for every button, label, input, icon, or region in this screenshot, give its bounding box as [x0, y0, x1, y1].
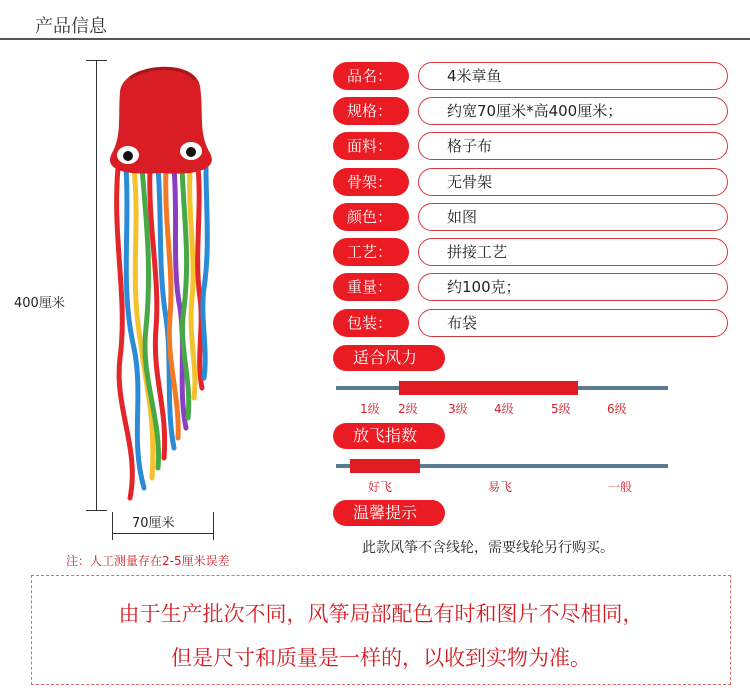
spec-value-size: 约宽70厘米*高400厘米；: [418, 97, 728, 125]
wind-level-1: 1级: [360, 402, 380, 416]
spec-value-frame: 无骨架: [418, 168, 728, 196]
fly-index-simple: 易飞: [488, 480, 513, 494]
tips-text: 此款风筝不含线轮，需要线轮另行购买。: [362, 540, 614, 556]
wind-level-6: 6级: [607, 402, 627, 416]
header-divider: [0, 38, 750, 40]
disclaimer-line-2: 但是尺寸和质量是一样的，以收到实物为准。: [171, 646, 591, 670]
width-dimension-line: [112, 533, 214, 534]
wind-level-3: 3级: [448, 402, 468, 416]
spec-label-package: 包装：: [333, 309, 409, 337]
kite-image: [100, 58, 230, 508]
width-right-tick: [213, 512, 214, 540]
wind-section-title: 适合风力: [333, 345, 445, 371]
fly-index-normal: 一般: [608, 480, 633, 494]
tips-section-title: 温馨提示: [333, 500, 445, 526]
measurement-note: 注：人工测量存在2-5厘米误差: [66, 554, 230, 568]
wind-level-2: 2级: [398, 402, 418, 416]
spec-label-weight: 重量：: [333, 273, 409, 301]
spec-value-craft: 拼接工艺: [418, 238, 728, 266]
wind-level-5: 5级: [551, 402, 571, 416]
spec-value-name: 4米章鱼: [418, 62, 728, 90]
height-top-tick: [86, 60, 107, 61]
spec-label-name: 品名：: [333, 62, 409, 90]
spec-label-craft: 工艺：: [333, 238, 409, 266]
height-dimension-line: [96, 60, 97, 510]
spec-label-fabric: 面料：: [333, 132, 409, 160]
disclaimer-box: [31, 575, 731, 685]
height-bottom-tick: [86, 510, 107, 511]
spec-value-fabric: 格子布: [418, 132, 728, 160]
spec-label-size: 规格：: [333, 97, 409, 125]
width-label: 70厘米: [132, 516, 175, 531]
width-left-tick: [112, 512, 113, 540]
spec-value-package: 布袋: [418, 309, 728, 337]
wind-range-bar: [399, 381, 578, 395]
spec-value-color: 如图: [418, 203, 728, 231]
spec-label-color: 颜色：: [333, 203, 409, 231]
spec-label-frame: 骨架：: [333, 168, 409, 196]
fly-index-easy: 好飞: [368, 480, 393, 494]
fly-index-section-title: 放飞指数: [333, 423, 445, 449]
section-title: 产品信息: [35, 16, 107, 37]
wind-level-4: 4级: [494, 402, 514, 416]
fly-index-indicator: [350, 459, 420, 473]
spec-value-weight: 约100克；: [418, 273, 728, 301]
disclaimer-line-1: 由于生产批次不同，风筝局部配色有时和图片不尽相同，: [118, 602, 644, 626]
height-label: 400厘米: [14, 292, 65, 311]
